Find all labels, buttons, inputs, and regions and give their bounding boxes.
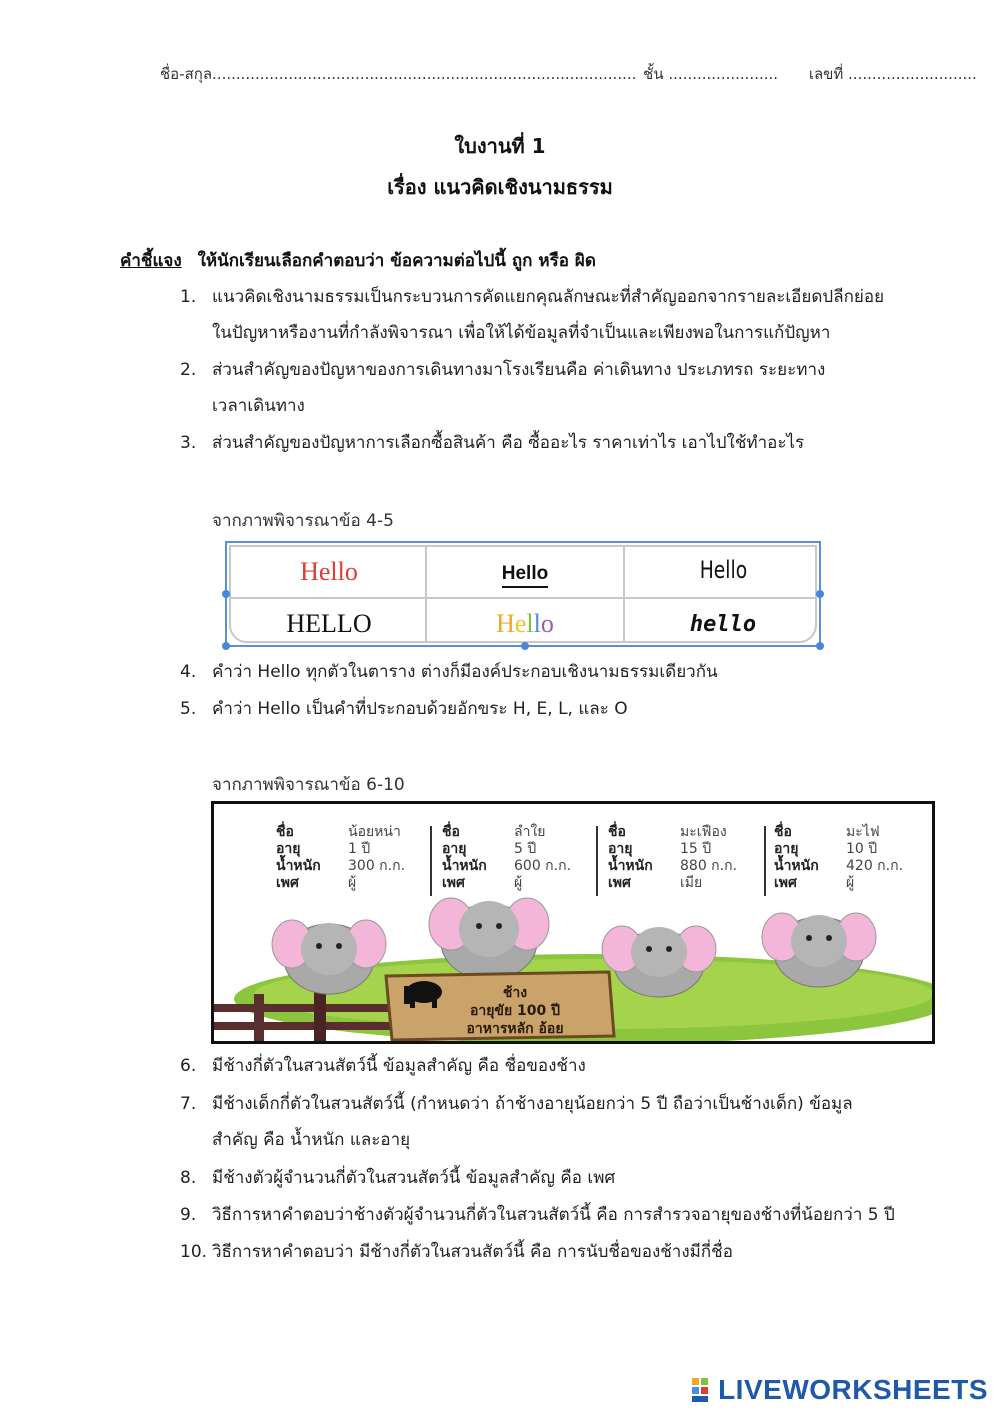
zoo-sign-text	[450, 984, 580, 1038]
question-number: 7.	[180, 1094, 197, 1114]
sign-food: อาหารหลัก อ้อย	[466, 1021, 564, 1037]
rainbow-letters	[496, 609, 554, 638]
question-5	[180, 691, 960, 727]
info-separator	[430, 826, 432, 896]
instructions	[120, 247, 596, 274]
hello-text: HELLO	[286, 609, 372, 638]
question-7	[180, 1086, 960, 1158]
instructions-text: ให้นักเรียนเลือกคำตอบว่า ข้อความต่อไปนี้ ถูก หรือ ผิด	[197, 251, 596, 271]
question-10	[180, 1234, 960, 1270]
resize-handle[interactable]	[816, 642, 824, 650]
rainbow-letter: e	[514, 609, 527, 638]
liveworksheets-logo[interactable]: LIVEWORKSHEETS	[718, 1374, 988, 1405]
hello-cell-uppercase	[231, 599, 427, 649]
question-text: วิธีการหาคำตอบว่าช้างตัวผู้จำนวนกี่ตัวในสวนสัตว์นี้ คือ การสำรวจอายุของช้างที่น้อยกว่า 5 ปี	[212, 1205, 895, 1225]
question-text: แนวคิดเชิงนามธรรมเป็นกระบวนการคัดแยกคุณลักษณะที่สำคัญออกจากรายละเอียดปลีกย่อย	[212, 287, 885, 307]
question-number: 8.	[180, 1168, 197, 1188]
hello-table-grid	[229, 545, 817, 643]
question-number: 3.	[180, 433, 197, 453]
class-field-label: ชั้น .......................	[643, 65, 779, 83]
question-number: 9.	[180, 1205, 197, 1225]
hello-cell-mono-italic	[625, 599, 821, 649]
resize-handle[interactable]	[222, 590, 230, 598]
question-text: เวลาเดินทาง	[212, 396, 305, 416]
question-number: 1.	[180, 287, 197, 307]
caption-questions-4-5: จากภาพพิจารณาข้อ 4-5	[212, 511, 394, 531]
question-number: 6.	[180, 1056, 197, 1076]
hello-text: hello	[689, 611, 757, 637]
hello-cell-bold-underline	[427, 547, 623, 597]
question-text: คำว่า Hello เป็นคำที่ประกอบด้วยอักขระ H, E, L, และ O	[212, 699, 628, 719]
worksheet-title: ใบงานที่ 1	[454, 134, 546, 158]
sign-lifespan: อายุขัย 100 ปี	[469, 1003, 561, 1019]
info-separator	[596, 826, 598, 896]
question-text: มีช้างกี่ตัวในสวนสัตว์นี้ ข้อมูลสำคัญ คือ ชื่อของช้าง	[212, 1056, 586, 1076]
question-4	[180, 654, 960, 690]
instructions-label: คำชี้แจง	[120, 251, 182, 271]
question-text: ในปัญหาหรืองานที่กำลังพิจารณา เพื่อให้ได้ข้อมูลที่จำเป็นและเพียงพอในการแก้ปัญหา	[212, 323, 831, 343]
hello-rainbow-text	[496, 609, 554, 639]
elephant-info-2: ชื่อ ลำใย อายุ 5 ปี น้ำหนัก 600 ก.ก. เพศ ผู้	[442, 824, 572, 891]
question-number: 4.	[180, 662, 197, 682]
question-number: 2.	[180, 360, 197, 380]
resize-handle[interactable]	[816, 590, 824, 598]
question-text: คำว่า Hello ทุกตัวในตาราง ต่างก็มีองค์ประกอบเชิงนามธรรมเดียวกัน	[212, 662, 718, 682]
question-number: 10.	[180, 1242, 208, 1262]
hello-cell-condensed	[625, 547, 821, 597]
question-number: 5.	[180, 699, 197, 719]
elephant-zoo-picture	[211, 801, 935, 1044]
sign-title: ช้าง	[502, 985, 528, 1001]
caption-questions-6-10: จากภาพพิจารณาข้อ 6-10	[212, 775, 405, 795]
number-field-label: เลขที่ ...........................	[808, 65, 977, 83]
hello-table	[225, 541, 821, 647]
question-text: วิธีการหาคำตอบว่า มีช้างกี่ตัวในสวนสัตว์นี้ คือ การนับชื่อของช้างมีกี่ชื่อ	[212, 1242, 733, 1262]
resize-handle[interactable]	[222, 642, 230, 650]
liveworksheets-logo-icon	[692, 1378, 708, 1402]
worksheet-subtitle: เรื่อง แนวคิดเชิงนามธรรม	[387, 175, 613, 199]
elephant-info-1: ชื่อ น้อยหน่า อายุ 1 ปี น้ำหนัก 300 ก.ก. เพศ ผู้	[276, 824, 406, 891]
rainbow-letter: H	[496, 609, 515, 638]
question-text: มีช้างตัวผู้จำนวนกี่ตัวในสวนสัตว์นี้ ข้อมูลสำคัญ คือ เพศ	[212, 1168, 616, 1188]
resize-handle[interactable]	[521, 642, 529, 650]
question-text: ส่วนสำคัญของปัญหาของการเดินทางมาโรงเรียนคือ ค่าเดินทาง ประเภทรถ ระยะทาง	[212, 360, 826, 380]
student-info-line	[160, 62, 979, 86]
question-3	[180, 425, 960, 461]
question-text: มีช้างเด็กกี่ตัวในสวนสัตว์นี้ (กำหนดว่า ถ้าช้างอายุน้อยกว่า 5 ปี ถือว่าเป็นช้างเด็ก) ข้อมูล	[212, 1094, 853, 1114]
info-separator	[764, 826, 766, 896]
rainbow-letter: l	[526, 609, 534, 638]
elephant-info-4: ชื่อ มะไฟ อายุ 10 ปี น้ำหนัก 420 ก.ก. เพศ ผู้	[774, 824, 904, 891]
question-6	[180, 1048, 960, 1084]
name-field-label: ชื่อ-สกุล.........................................................................................	[160, 65, 637, 83]
question-1	[180, 279, 960, 351]
question-2	[180, 352, 960, 424]
hello-text: Hello	[502, 563, 548, 588]
rainbow-letter: l	[533, 609, 541, 638]
hello-text: Hello	[699, 556, 747, 584]
question-9	[180, 1197, 960, 1233]
question-8	[180, 1160, 960, 1196]
hello-cell-red-serif	[231, 547, 427, 597]
rainbow-letter: o	[540, 609, 554, 638]
hello-text: Hello	[300, 557, 358, 586]
question-text: สำคัญ คือ น้ำหนัก และอายุ	[212, 1130, 411, 1150]
elephant-info-3: ชื่อ มะเฟือง อายุ 15 ปี น้ำหนัก 880 ก.ก. เพศ เมีย	[608, 824, 738, 891]
question-text: ส่วนสำคัญของปัญหาการเลือกซื้อสินค้า คือ ซื้ออะไร ราคาเท่าไร เอาไปใช้ทำอะไร	[212, 433, 805, 453]
